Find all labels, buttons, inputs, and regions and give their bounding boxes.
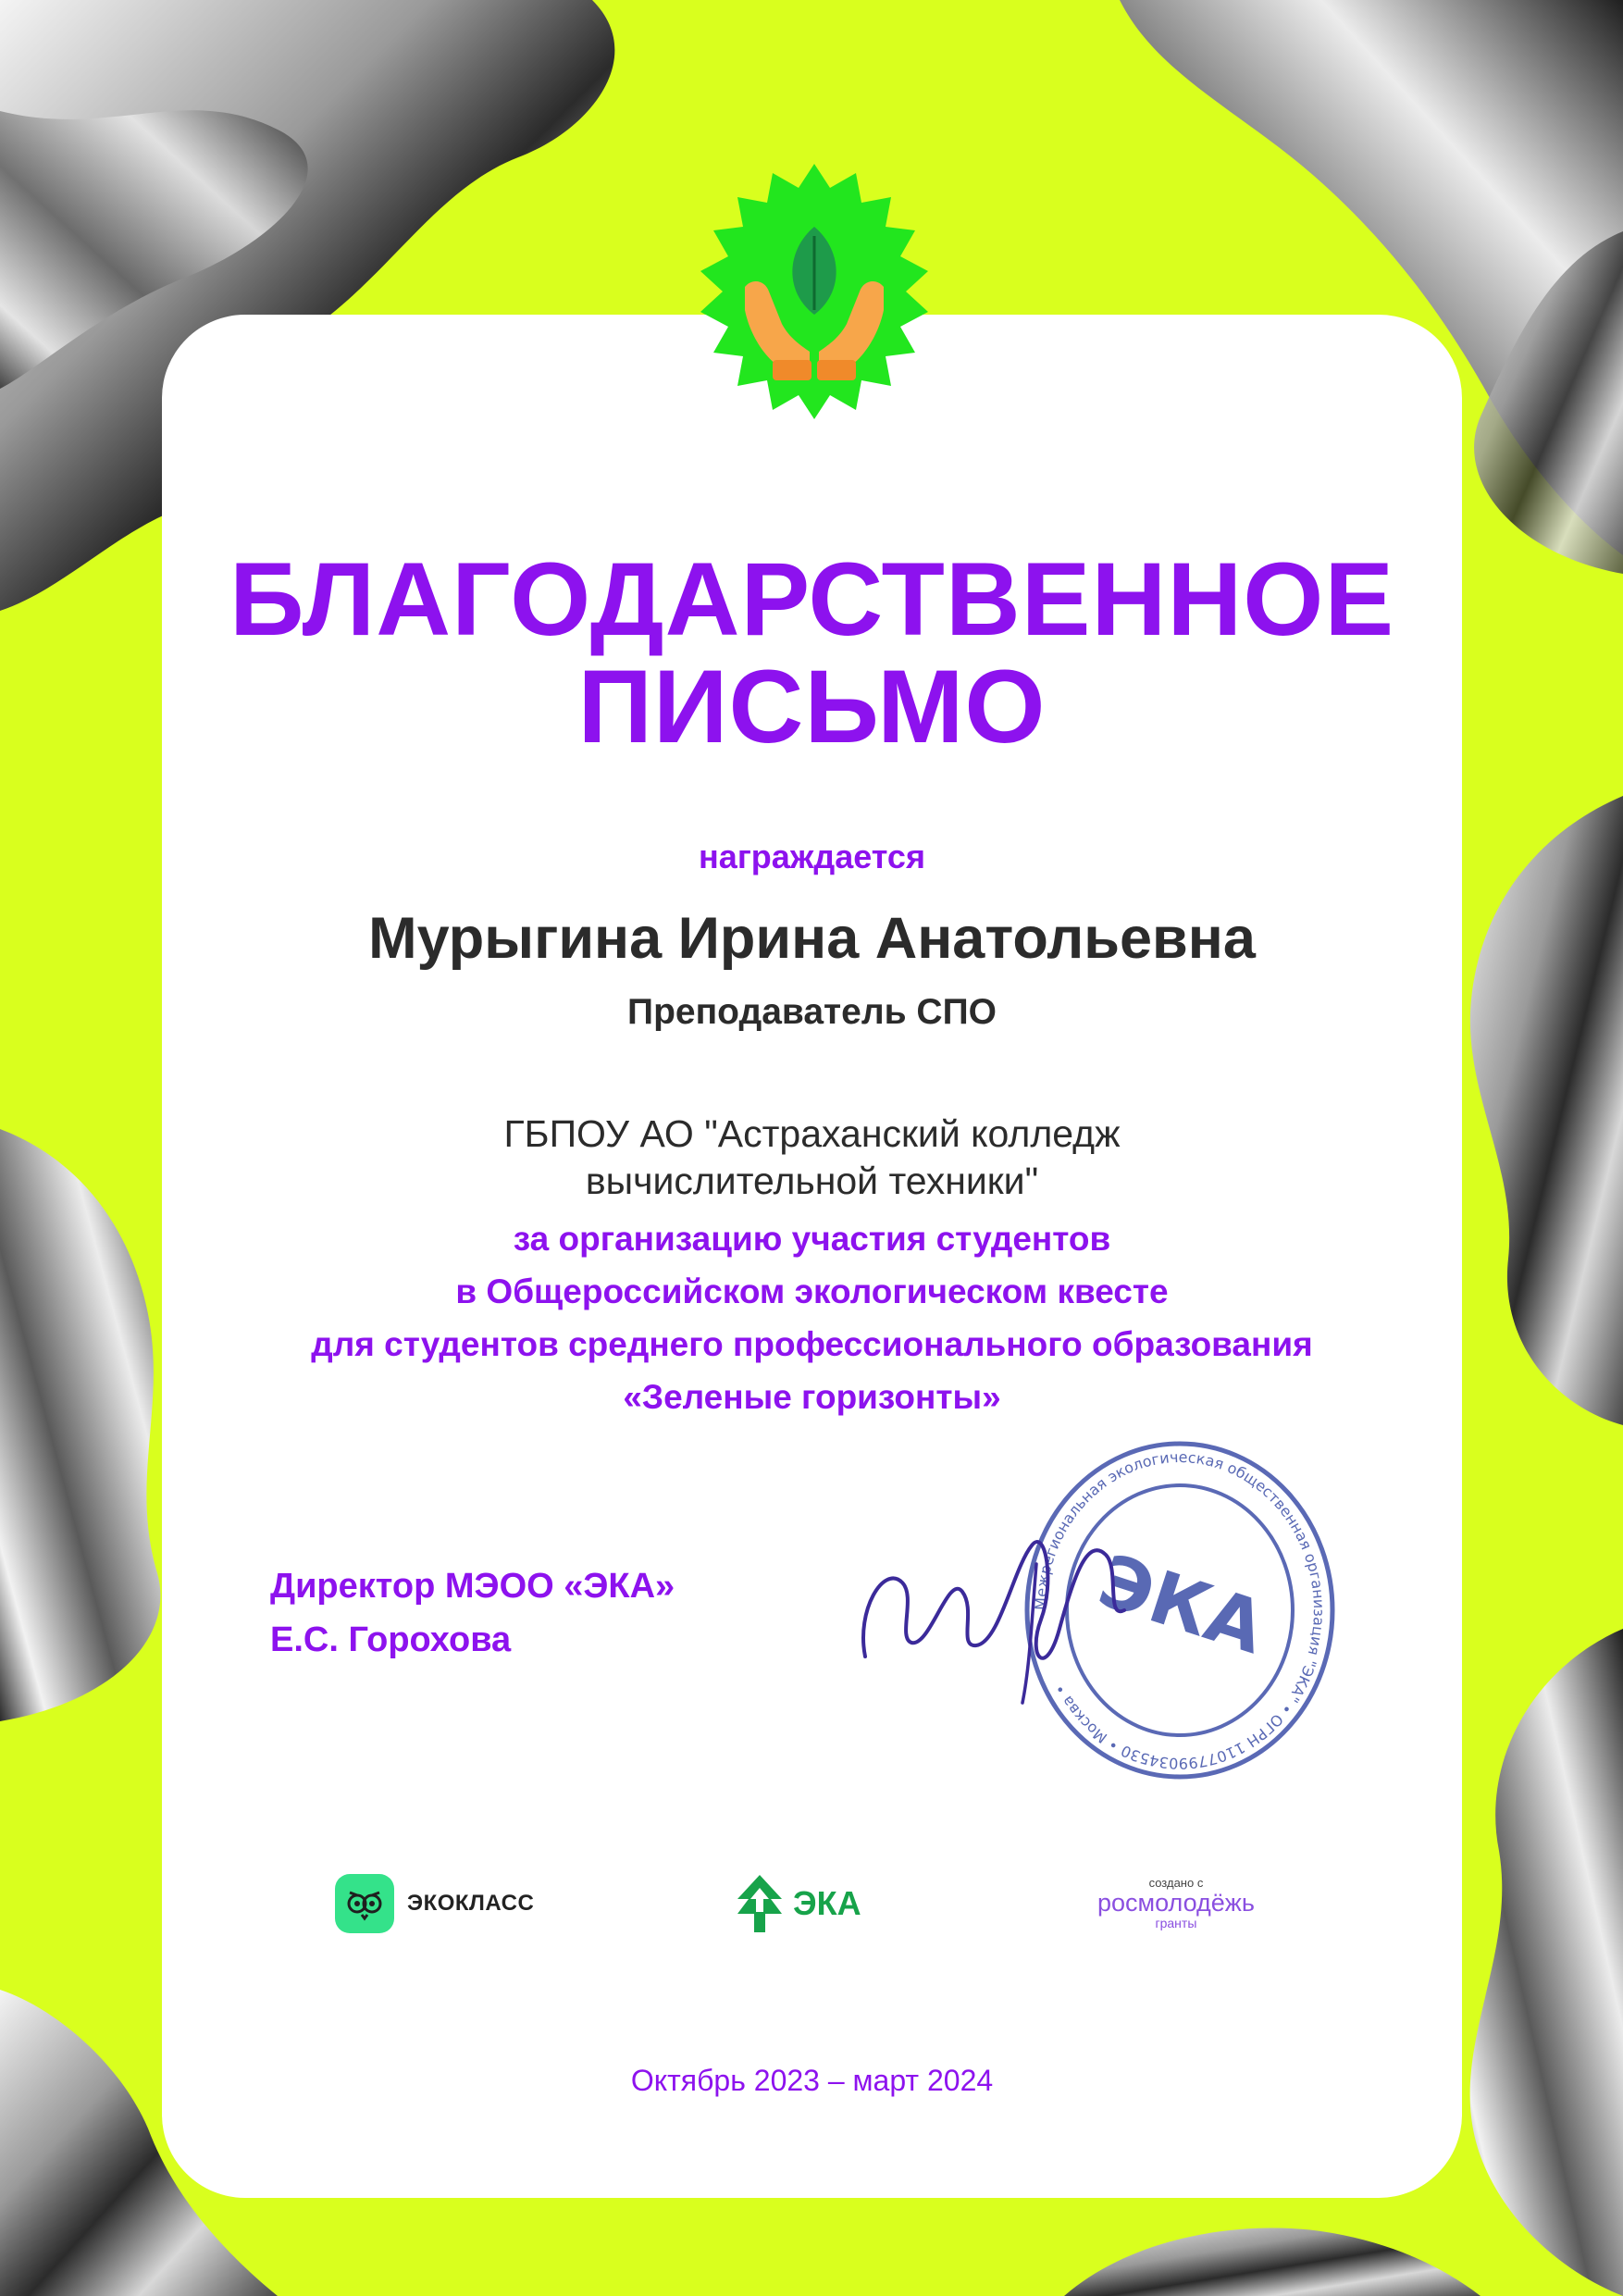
eka-tree-icon [736,1875,784,1932]
reason-line: для студентов среднего профессионального образования [311,1325,1313,1363]
award-reason [162,1212,1462,1423]
rosmolodezh-small-text: создано с [1148,1876,1204,1890]
ecoclass-text: ЭКОКЛАСС [407,1891,535,1916]
organization-line: ГБПОУ АО "Астраханский колледж [503,1112,1121,1155]
ecoclass-owl-icon [335,1874,394,1933]
ecoclass-logo [335,1871,534,1936]
event-dates: Октябрь 2023 – март 2024 [630,2064,994,2097]
recipient-position: Преподаватель СПО [627,992,997,1032]
director-signature [847,1481,1143,1712]
organization [162,1111,1462,1205]
title-line-2: ПИСЬМО [577,649,1047,764]
awarded-label: награждается [699,838,925,875]
rosmolodezh-main-text: росмолодёжь [1097,1889,1255,1917]
title-line-1: БЛАГОДАРСТВЕННОЕ [229,541,1395,657]
reason-line: в Общероссийском экологическом квесте [455,1272,1169,1310]
director-name: Е.С. Горохова [270,1620,512,1659]
reason-line: за организацию участия студентов [513,1220,1111,1258]
eka-text: ЭКА [793,1884,861,1922]
eka-logo [736,1871,861,1936]
reason-line: «Зеленые горизонты» [623,1378,1001,1416]
stamp-center-text: ЭКА [1088,1539,1275,1671]
rosmolodezh-sub-text: гранты [1155,1916,1197,1930]
director-title: Директор МЭОО «ЭКА» [270,1567,675,1606]
hands-leaf-icon [680,162,948,430]
director-block [270,1559,675,1667]
recipient-name: Мурыгина Ирина Анатольевна [368,906,1256,971]
stamp-ring-text: Межрегиональная экологическая общественная организация "ЭКА" • ОГРН 1107799034530 • Москва • [1031,1447,1329,1773]
organization-line: вычислительной техники" [585,1160,1039,1202]
rosmolodezh-logo [1097,1871,1255,1936]
